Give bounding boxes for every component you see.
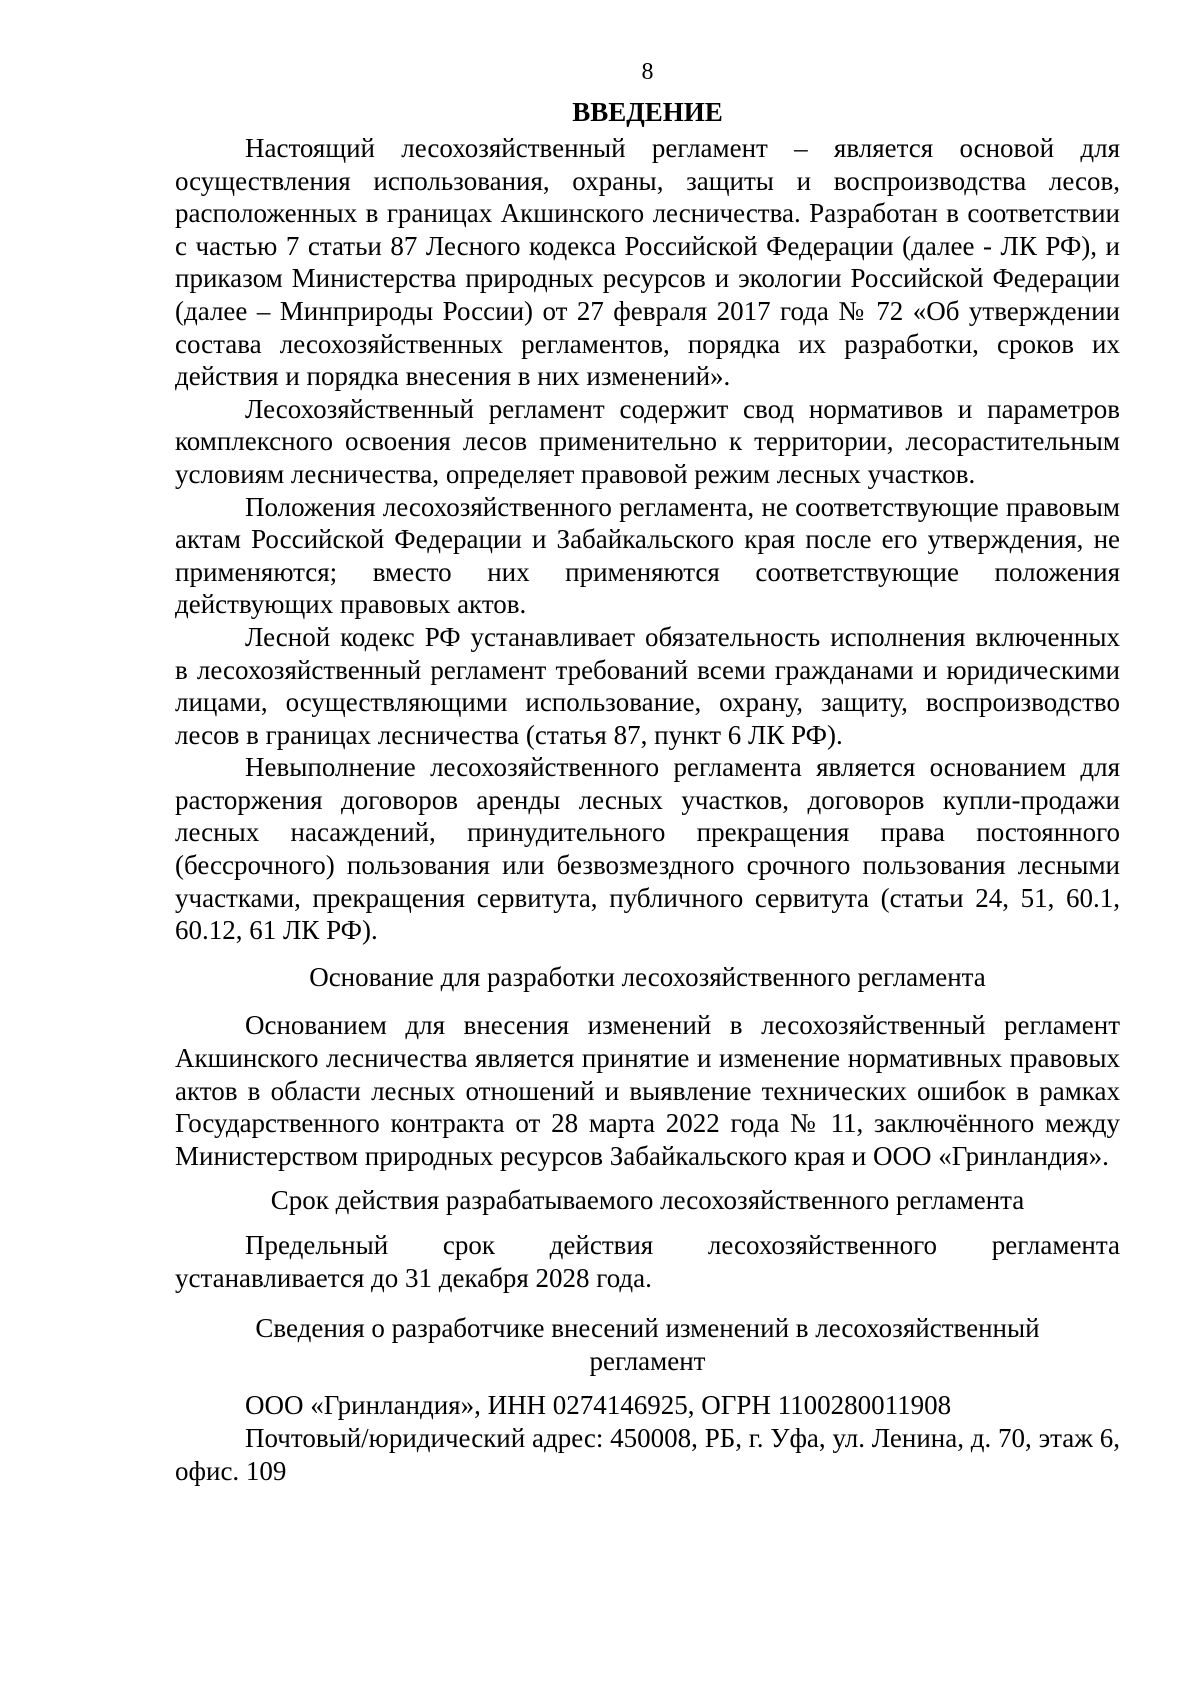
intro-paragraph-5: Невыполнение лесохозяйственного регламента является основанием для расторжения договоров аренды лесных участков, договоров купли-продажи лесных насаждений, принудительного прекращения права постоянного (бессрочного) пользования или безвозмездного срочного пользования лесными участками, прекращения сервитута, публичного сервитута (статьи 24, 51, 60.1, 60.12, 61 ЛК РФ).: [175, 752, 1120, 946]
developer-heading-line-1: Сведения о разработчике внесений изменений в лесохозяйственный: [255, 1313, 1040, 1344]
basis-paragraph: Основанием для внесения изменений в лесохозяйственный регламент Акшинского лесничества является принятие и изменение нормативных правовых актов в области лесных отношений и выявление технических ошибок в рамках Государственного контракта от 28 марта 2022 года № 11, заключённого между Министерством природных ресурсов Забайкальского края и ООО «Гринландия».: [175, 1010, 1120, 1171]
section-title: ВВЕДЕНИЕ: [572, 97, 723, 127]
intro-paragraph-1: Настоящий лесохозяйственный регламент – является основой для осуществления использования, охраны, защиты и воспроизводства лесов, расположенных в границах Акшинского лесничества. Разработан в соответствии с частью 7 статьи 87 Лесного кодекса Российской Федерации (далее - ЛК РФ), и приказом Министерства природных ресурсов и экологии Российской Федерации (далее – Минприроды России) от 27 февраля 2017 года № 72 «Об утверждении состава лесохозяйственных регламентов, порядка их разработки, сроков их действия и порядка внесения в них изменений».: [175, 133, 1120, 392]
page-number: 8: [641, 59, 654, 85]
term-paragraph: Предельный срок действия лесохозяйственного регламента устанавливается до 31 декабря 2028 года.: [175, 1230, 1120, 1293]
developer-company: ООО «Гринландия», ИНН 0274146925, ОГРН 1100280011908: [245, 1390, 952, 1421]
document-page: [175, 50, 1120, 1487]
term-heading: Срок действия разрабатываемого лесохозяйственного регламента: [270, 1185, 1025, 1216]
developer-address: Почтовый/юридический адрес: 450008, РБ, г. Уфа, ул. Ленина, д. 70, этаж 6, офис. 109: [175, 1422, 1120, 1486]
basis-heading: Основание для разработки лесохозяйственного регламента: [309, 961, 986, 992]
intro-paragraph-3: Положения лесохозяйственного регламента, не соответствующие правовым актам Российской Федерации и Забайкальского края после его утверждения, не применяются; вместо них применяются соответствующие положения действующих правовых актов.: [175, 491, 1120, 620]
developer-heading-line-2: регламент: [589, 1345, 706, 1376]
intro-paragraph-4: Лесной кодекс РФ устанавливает обязательность исполнения включенных в лесохозяйственный регламент требований всеми гражданами и юридическими лицами, осуществляющими использование, охрану, защиту, воспроизводство лесов в границах лесничества (статья 87, пункт 6 ЛК РФ).: [175, 621, 1120, 750]
intro-paragraph-2: Лесохозяйственный регламент содержит свод нормативов и параметров комплексного освоения лесов применительно к территории, лесорастительным условиям лесничества, определяет правовой режим лесных участков.: [175, 393, 1120, 489]
